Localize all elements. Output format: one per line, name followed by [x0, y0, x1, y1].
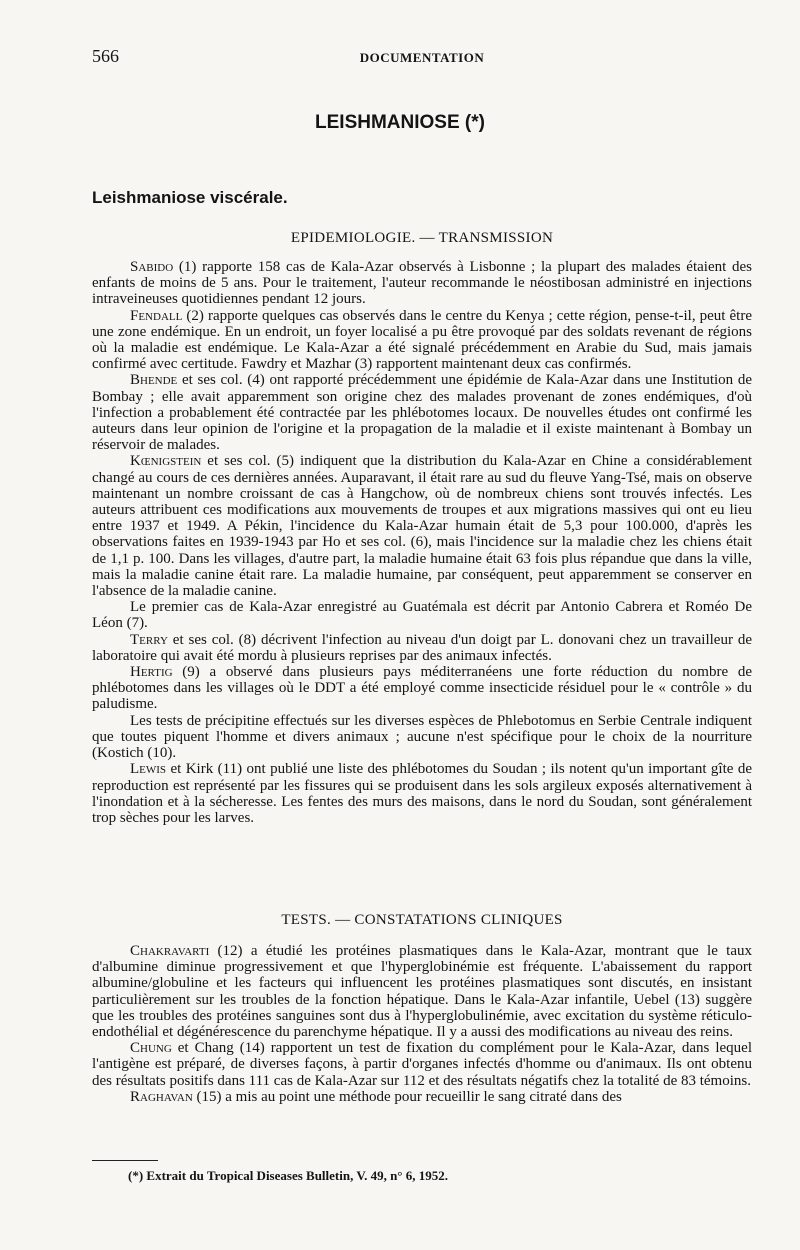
paragraph-text: et Kirk (11) ont publié une liste des phlébotomes du Soudan ; ils notent qu'un important gîte de reproduction est représenté par les fissures qui se produisent dans les sols argileux exposés alternativement à l'inondation et à la sécheresse. Les fentes des murs des maisons, dans le nord du Soudan, sont généralement trop sèches pour les larves.: [92, 761, 752, 826]
body-text-epidemiologie: [92, 259, 752, 826]
author-name: Kœnigstein: [130, 453, 202, 470]
paragraph-text: Le premier cas de Kala-Azar enregistré au Guatémala est décrit par Antonio Cabrera et Roméo De Léon (7).: [92, 599, 752, 632]
paragraph-text: (2) rapporte quelques cas observés dans le centre du Kenya ; cette région, pense-t-il, peut être une zone endémique. En un endroit, un foyer localisé a pu être provoqué par des soldats revenant de régions où la maladie est endémique. Le Kala-Azar a été signalé précédemment en Arabie du Sud, mais jamais confirmé avec certitude. Fawdry et Mazhar (3) rapportent maintenant deux cas confirmés.: [92, 307, 752, 373]
paragraph: [92, 453, 752, 599]
paragraph: [92, 599, 752, 631]
paragraph-text: (15) a mis au point une méthode pour recueillir le sang citraté dans des: [192, 1088, 622, 1105]
section-title: Leishmaniose viscérale.: [92, 188, 288, 207]
running-head: DOCUMENTATION: [359, 50, 485, 65]
paragraph-text: et ses col. (8) décrivent l'infection au niveau d'un doigt par L. donovani chez un travailleur de laboratoire qui avait été mordu à plusieurs reprises par des animaux infectés.: [92, 631, 752, 664]
paragraph: [92, 632, 752, 664]
author-name: Terry: [130, 631, 168, 648]
paragraph-text: Les tests de précipitine effectués sur les diverses espèces de Phlebotomus en Serbie Centrale indiquent que toutes piquent l'homme et divers animaux ; aucune n'est spécifique pour le choix de la nourriture (Kostich (10).: [92, 712, 752, 762]
author-name: Lewis: [130, 761, 167, 778]
paragraph: [92, 713, 752, 762]
paragraph-text: et Chang (14) rapportent un test de fixation du complément pour le Kala-Azar, dans lequel l'antigène est préparé, de diverses façons, à partir d'organes infectés d'homme ou d'animaux. Ils ont obtenu des résultats positifs dans 111 cas de Kala-Azar sur 112 et des résultats négatifs chez la totalité de 83 témoins.: [92, 1040, 752, 1089]
paragraph-text: et ses col. (5) indiquent que la distribution du Kala-Azar en Chine a considérablement changé au cours de ces dernières années. Auparavant, il était rare au sud du fleuve Yang-Tsé, mais on observe maintenant un nombre croissant de cas à Hangchow, où de nombreux chiens sont trouvés infectés. Les auteurs attribuent ces modifications aux mouvements de troupes et aux migrations massives qui ont eu lieu entre 1937 et 1949. A Pékin, l'incidence du Kala-Azar humain était de 5,3 pour 100.000, d'après les observations faites en 1939-1943 par Ho et ses col. (6), mais l'incidence sur la maladie chez les chiens était de 1,1 p. 100. Dans les villages, d'autre part, la maladie humaine était 63 fois plus répandue que dans la ville, mais la maladie canine était rare. La maladie humaine, par conséquent, peut apparemment se conserver en l'absence de la maladie canine.: [92, 453, 752, 600]
page-header: [92, 46, 752, 72]
footnote: (*) Extrait du Tropical Diseases Bulletin, V. 49, n° 6, 1952.: [128, 1168, 448, 1183]
author-name: Fendall: [130, 307, 183, 324]
article-title: LEISHMANIOSE (*): [315, 112, 485, 133]
author-name: Bhende: [130, 372, 178, 389]
paragraph-text: (9) a observé dans plusieurs pays méditerranéens une forte réduction du nombre de phlébotomes dans les villages où le DDT a été employé comme insecticide résiduel pour le « contrôle » du paludisme.: [92, 664, 752, 713]
author-name: Sabido: [130, 259, 174, 275]
paragraph: [92, 761, 752, 826]
paragraph-text: (12) a étudié les protéines plasmatiques dans le Kala-Azar, montrant que le taux d'albumine diminue progressivement et que l'hyperglobinémie est fréquente. L'abaissement du rapport albumine/globuline et les facteurs qui influencent les protéines plasmatiques sont discutés, en insistant particulièrement sur les troubles de la fonction hépatique. Dans le Kala-Azar infantile, Uebel (13) suggère que les troubles des protéines sanguines sont dus à l'hyperglobulinémie, avec excitation du système réticulo-endothélial et dégénérescence du parenchyme hépatique. Il y a aussi des modifications au niveau des reins.: [92, 943, 752, 1041]
author-name: Hertig: [130, 664, 173, 681]
subheading-tests: TESTS. — CONSTATATIONS CLINIQUES: [281, 912, 563, 928]
footnote-divider: [92, 1160, 158, 1161]
author-name: Raghavan: [130, 1088, 193, 1105]
paragraph-text: et ses col. (4) ont rapporté précédemment une épidémie de Kala-Azar dans une Institution de Bombay ; elle avait apparemment son origine chez des malades provenant de zones endémiques, d'où l'infection a probablement été contractée par les phlébotomes locaux. De nouvelles études ont confirmé les auteurs dans leur opinion de l'origine et la propagation de la maladie et il existe maintenant à Bombay un réservoir de malades.: [92, 372, 752, 454]
paragraph: [92, 1089, 752, 1105]
paragraph: [92, 259, 752, 308]
paragraph: [92, 664, 752, 713]
body-text-tests: [92, 943, 752, 1105]
paragraph-text: (1) rapporte 158 cas de Kala-Azar observés à Lisbonne ; la plupart des malades étaient des enfants de moins de 5 ans. Pour le traitement, l'auteur recommande le néostibosan administré en injections intraveineuses quotidiennes pendant 12 jours.: [92, 259, 752, 308]
page-number: 566: [92, 46, 119, 66]
paragraph: [92, 308, 752, 373]
paragraph: [92, 943, 752, 1040]
paragraph: [92, 1040, 752, 1089]
subheading-epidemiologie: EPIDEMIOLOGIE. — TRANSMISSION: [290, 230, 554, 246]
author-name: Chakravarti: [130, 943, 210, 959]
author-name: Chung: [130, 1040, 172, 1057]
paragraph: [92, 372, 752, 453]
